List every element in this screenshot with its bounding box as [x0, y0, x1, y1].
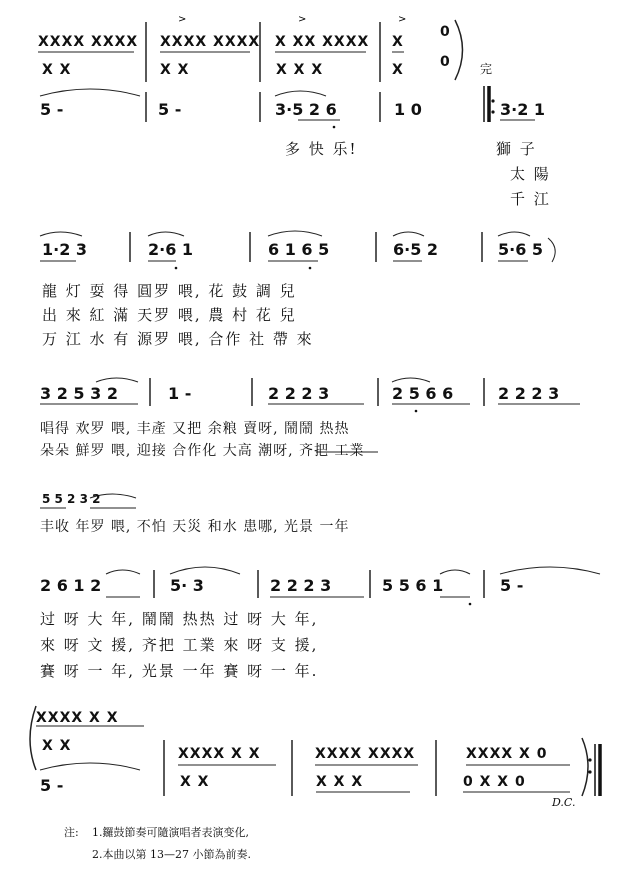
lyric-s2-1: 多 快 乐! [285, 140, 358, 158]
notes-s3-m3: 6 1 6 5 [268, 240, 330, 259]
lyric-s6-verse2: 來 呀 文 援, 齐把 工業 來 呀 支 援, [40, 636, 319, 654]
percussion-lower-5: 0 [440, 54, 451, 70]
percussion-s7-upper-2: XXXX X X [178, 746, 261, 762]
percussion-lower-4: X [392, 62, 404, 78]
lyric-s6-verse1: 过 呀 大 年, 鬧鬧 热热 过 呀 大 年, [40, 610, 319, 628]
notes-s6-m3: 2 2 2 3 [270, 576, 332, 595]
notes-s4-m2: 1 - [168, 384, 192, 403]
lyric-s3-verse3: 万 江 水 有 源罗 喂, 合作 社 帶 來 [42, 330, 314, 348]
percussion-s7-upper-3: XXXX XXXX [315, 746, 416, 762]
end-mark: 完 [480, 62, 495, 76]
percussion-upper-3: X XX XXXX [275, 34, 370, 50]
lyric-s2-4: 千 江 [510, 190, 551, 208]
percussion-lower-3: X X X [276, 62, 324, 78]
lyric-s4-verse2: 朵朵 鮮罗 喂, 迎接 合作化 大高 潮呀, 齐把 工業 [40, 443, 365, 459]
percussion-s7-lower-4: 0 X X 0 [463, 774, 526, 790]
lyric-s2-2: 獅 子 [496, 140, 537, 158]
lyric-s6-verse3: 賽 呀 一 年, 光景 一年 賽 呀 一 年. [40, 662, 319, 680]
lyric-s2-3: 太 陽 [510, 165, 551, 183]
notes-s6-m5: 5 - [500, 576, 524, 595]
percussion-s7-lower-2: X X [180, 774, 210, 790]
percussion-lower-2: X X [160, 62, 190, 78]
notes-s6-m4: 5 5 6 1 [382, 576, 444, 595]
notes-s3-m5: 5·6 5 [498, 240, 544, 259]
notes-s3-m1: 1·2 3 [42, 240, 88, 259]
percussion-s7-lower-3: X X X [316, 774, 364, 790]
percussion-upper-2: XXXX XXXX [160, 34, 261, 50]
percussion-s7-lower-1: X X [42, 738, 72, 754]
notes-s5-m1: 5 5 2 3 2 [42, 492, 101, 506]
percussion-upper-4: X [392, 34, 404, 50]
notes-s3-m2: 2·6 1 [148, 240, 194, 259]
notes-s6-m1: 2 6 1 2 [40, 576, 102, 595]
notes-s2-m2: 5 - [158, 100, 182, 119]
lyric-s3-verse1: 龍 灯 耍 得 圓罗 喂, 花 鼓 調 兒 [42, 282, 297, 300]
notes-s4-m1: 3 2 5 3 2 [40, 384, 118, 403]
footnote-label: 注: [64, 826, 79, 839]
percussion-s7-upper-4: XXXX X 0 [466, 746, 548, 762]
percussion-upper-1: XXXX XXXX [38, 34, 139, 50]
notes-s2-m1: 5 - [40, 100, 64, 119]
percussion-upper-5: 0 [440, 24, 451, 40]
lyric-s5-verse1: 丰收 年罗 喂, 不怕 天災 和水 患哪, 光景 一年 [40, 519, 350, 535]
percussion-s7-upper-1: XXXX X X [36, 710, 119, 726]
notes-s4-m3: 2 2 2 3 [268, 384, 330, 403]
lyric-s4-verse1: 唱得 欢罗 喂, 丰產 又把 余粮 賣呀, 鬧鬧 热热 [40, 421, 350, 437]
footnote-1: 1.鑼鼓節奏可隨演唱者表演变化, [92, 826, 249, 839]
notes-s2-m5: 3·2 1 [500, 100, 546, 119]
footnote-2: 2.本曲以第 13—27 小節為前奏. [92, 848, 251, 861]
svg-text:>: > [398, 14, 407, 25]
svg-text:>: > [178, 14, 187, 25]
lyric-s3-verse2: 出 來 紅 滿 天罗 喂, 農 村 花 兒 [42, 306, 297, 324]
notes-s2-m4: 1 0 [394, 100, 422, 119]
notes-s4-m4: 2 5 6 6 [392, 384, 454, 403]
percussion-lower-1: X X [42, 62, 72, 78]
svg-text:>: > [298, 14, 307, 25]
notes-s4-m5: 2 2 2 3 [498, 384, 560, 403]
dc-mark: D.C. [552, 796, 576, 809]
notes-s7-bottom: 5 - [40, 776, 64, 795]
notes-s3-m4: 6·5 2 [393, 240, 439, 259]
notes-s2-m3: 3·5 2 6 [275, 100, 337, 119]
notes-s6-m2: 5· 3 [170, 576, 204, 595]
